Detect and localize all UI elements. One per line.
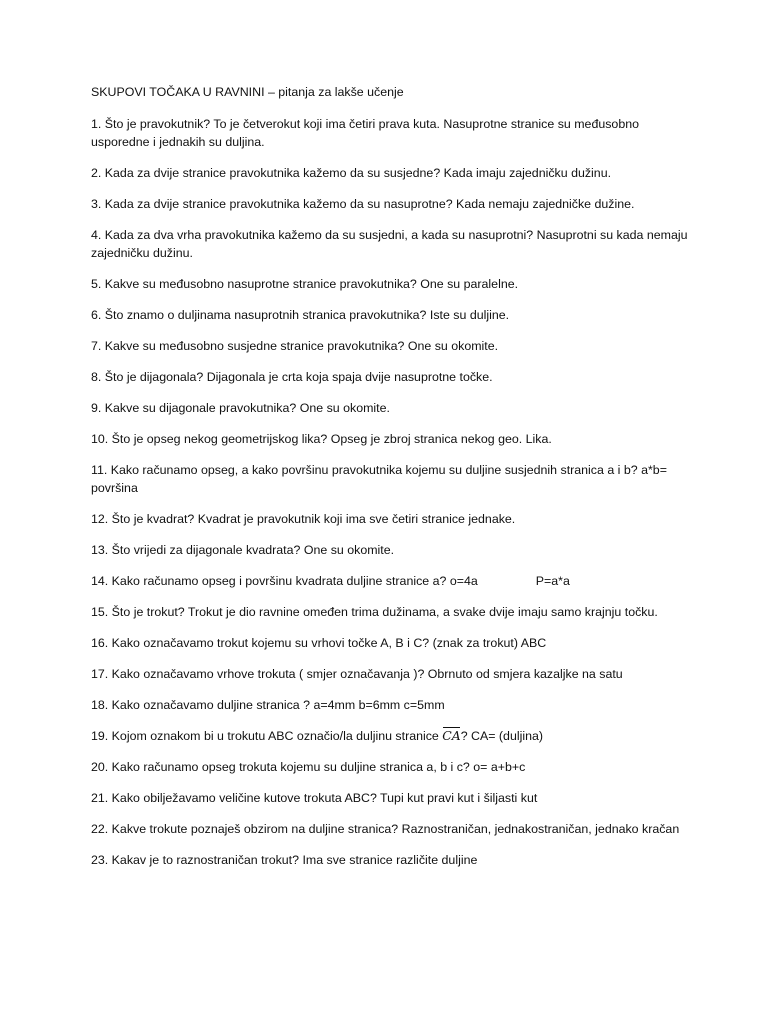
question-10: 10. Što je opseg nekog geometrijskog lika? Opseg je zbroj stranica nekog geo. Lika. bbox=[91, 432, 552, 446]
question-1: 1. Što je pravokutnik? To je četverokut koji ima četiri prava kuta. Nasuprotne stranice su međusobno usporedne i jednakih su duljina. bbox=[91, 117, 639, 149]
question-2: 2. Kada za dvije stranice pravokutnika kažemo da su susjedne? Kada imaju zajedničku dužinu. bbox=[91, 166, 612, 180]
question-19-text: 19. Kojom oznakom bi u trokutu ABC označio/la duljinu stranice bbox=[91, 729, 443, 743]
question-15: 15. Što je trokut? Trokut je dio ravnine omeđen trima dužinama, a svake dvije imaju samo krajnju točku. bbox=[91, 605, 658, 619]
question-23: 23. Kakav je to raznostraničan trokut? Ima sve stranice različite duljine bbox=[91, 853, 478, 867]
question-14 bbox=[91, 572, 691, 590]
question-14-formula: P=a*a bbox=[535, 574, 570, 588]
question-13: 13. Što vrijedi za dijagonale kvadrata? One su okomite. bbox=[91, 543, 395, 557]
question-20: 20. Kako računamo opseg trokuta kojemu su duljine stranica a, b i c? o= a+b+c bbox=[91, 760, 526, 774]
segment-ca-notation: CA bbox=[442, 728, 461, 743]
question-21: 21. Kako obilježavamo veličine kutove trokuta ABC? Tupi kut pravi kut i šiljasti kut bbox=[91, 791, 538, 805]
question-12: 12. Što je kvadrat? Kvadrat je pravokutnik koji ima sve četiri stranice jednake. bbox=[91, 512, 516, 526]
question-19-answer: ? CA= (duljina) bbox=[460, 729, 544, 743]
question-14-text: 14. Kako računamo opseg i površinu kvadrata duljine stranice a? o=4a bbox=[91, 574, 478, 588]
question-6: 6. Što znamo o duljinama nasuprotnih stranica pravokutnika? Iste su duljine. bbox=[91, 308, 510, 322]
question-4: 4. Kada za dva vrha pravokutnika kažemo da su susjedni, a kada su nasuprotni? Nasuprotni su kada nemaju zajedničku dužinu. bbox=[91, 228, 688, 260]
question-5: 5. Kakve su međusobno nasuprotne stranice pravokutnika? One su paralelne. bbox=[91, 277, 519, 291]
document-page bbox=[91, 84, 691, 882]
document-title: SKUPOVI TOČAKA U RAVNINI – pitanja za lakše učenje bbox=[91, 85, 404, 99]
question-3: 3. Kada za dvije stranice pravokutnika kažemo da su nasuprotne? Kada nemaju zajedničke dužine. bbox=[91, 197, 635, 211]
question-18: 18. Kako označavamo duljine stranica ? a=4mm b=6mm c=5mm bbox=[91, 698, 445, 712]
question-8: 8. Što je dijagonala? Dijagonala je crta koja spaja dvije nasuprotne točke. bbox=[91, 370, 493, 384]
question-17: 17. Kako označavamo vrhove trokuta ( smjer označavanja )? Obrnuto od smjera kazaljke na satu bbox=[91, 667, 623, 681]
question-22: 22. Kakve trokute poznaješ obzirom na duljine stranica? Raznostraničan, jednakostraničan, jednako kračan bbox=[91, 822, 680, 836]
question-9: 9. Kakve su dijagonale pravokutnika? One su okomite. bbox=[91, 401, 390, 415]
question-11: 11. Kako računamo opseg, a kako površinu pravokutnika kojemu su duljine susjednih stranica a i b? a*b= površina bbox=[91, 463, 667, 495]
question-7: 7. Kakve su međusobno susjedne stranice pravokutnika? One su okomite. bbox=[91, 339, 499, 353]
question-19 bbox=[91, 727, 691, 745]
question-16: 16. Kako označavamo trokut kojemu su vrhovi točke A, B i C? (znak za trokut) ABC bbox=[91, 636, 547, 650]
